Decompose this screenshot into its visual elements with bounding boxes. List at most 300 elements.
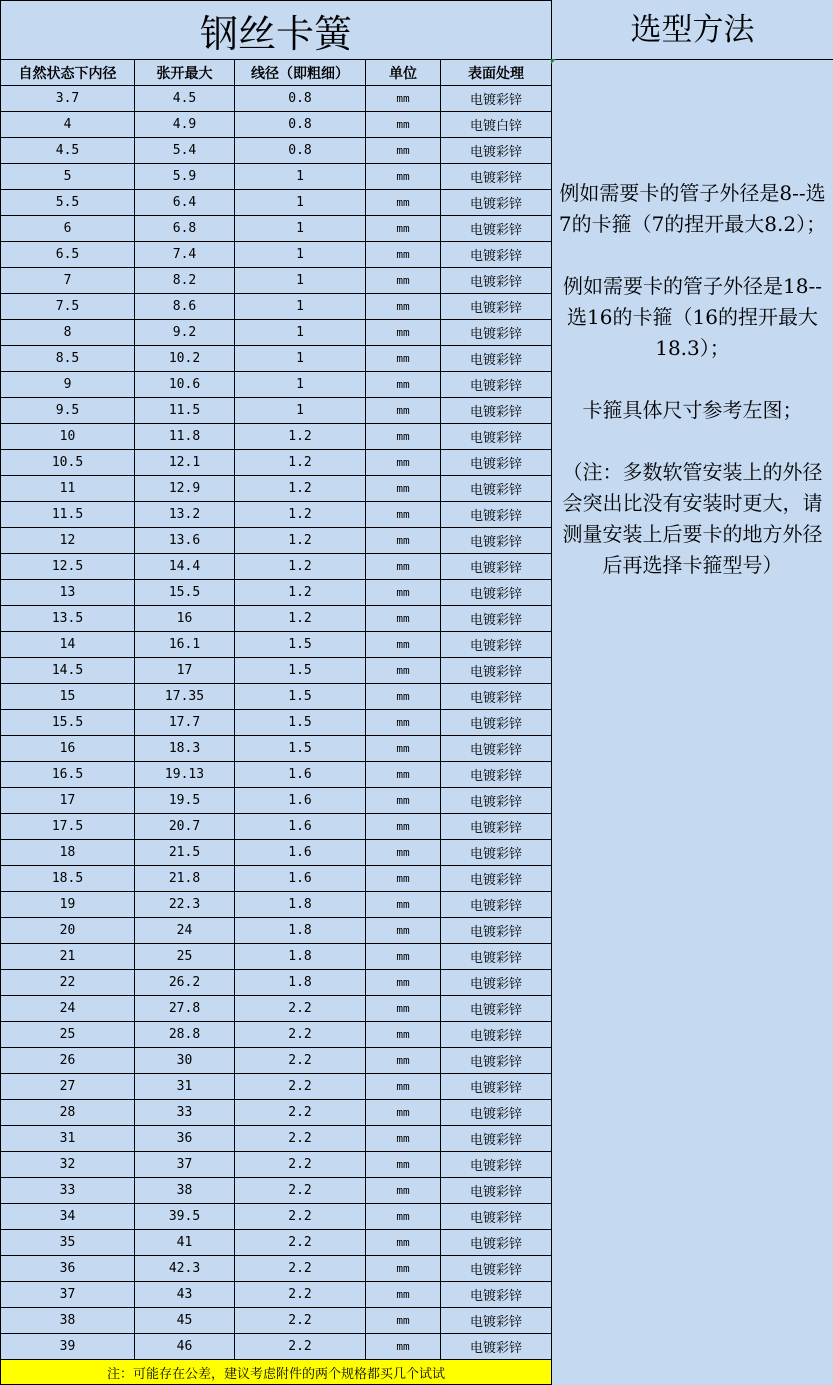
unit-cell: mm [366, 788, 441, 814]
method-paragraph: 例如需要卡的管子外径是8--选7的卡箍（7的捏开最大8.2）； [558, 181, 827, 236]
inner-diameter-cell: 8.5 [1, 346, 135, 372]
table-row [1, 528, 552, 554]
inner-diameter-cell: 8 [1, 320, 135, 346]
table-row [1, 450, 552, 476]
inner-diameter-cell: 34 [1, 1204, 135, 1230]
unit-cell: mm [366, 918, 441, 944]
inner-diameter-cell: 12.5 [1, 554, 135, 580]
wire-diameter-cell: 2.2 [235, 1204, 366, 1230]
max-open-cell: 42.3 [135, 1256, 235, 1282]
surface-finish-cell: 电镀彩锌 [441, 658, 552, 684]
inner-diameter-cell: 15.5 [1, 710, 135, 736]
unit-cell: mm [366, 424, 441, 450]
max-open-cell: 13.6 [135, 528, 235, 554]
inner-diameter-cell: 18 [1, 840, 135, 866]
table-row [1, 320, 552, 346]
max-open-cell: 8.6 [135, 294, 235, 320]
inner-diameter-cell: 10.5 [1, 450, 135, 476]
max-open-cell: 13.2 [135, 502, 235, 528]
wire-diameter-cell: 1.5 [235, 710, 366, 736]
wire-diameter-cell: 2.2 [235, 1256, 366, 1282]
max-open-cell: 7.4 [135, 242, 235, 268]
surface-finish-cell: 电镀彩锌 [441, 398, 552, 424]
table-row [1, 840, 552, 866]
wire-diameter-cell: 1 [235, 216, 366, 242]
unit-cell: mm [366, 1308, 441, 1334]
unit-cell: mm [366, 1230, 441, 1256]
wire-diameter-cell: 2.2 [235, 1178, 366, 1204]
inner-diameter-cell: 17 [1, 788, 135, 814]
max-open-cell: 27.8 [135, 996, 235, 1022]
unit-cell: mm [366, 1282, 441, 1308]
table-body [1, 86, 552, 1360]
max-open-cell: 5.4 [135, 138, 235, 164]
wire-diameter-cell: 2.2 [235, 1048, 366, 1074]
inner-diameter-cell: 38 [1, 1308, 135, 1334]
inner-diameter-cell: 37 [1, 1282, 135, 1308]
inner-diameter-cell: 22 [1, 970, 135, 996]
table-row [1, 684, 552, 710]
surface-finish-cell: 电镀彩锌 [441, 424, 552, 450]
table-row [1, 164, 552, 190]
table-row [1, 814, 552, 840]
table-row [1, 502, 552, 528]
max-open-cell: 37 [135, 1152, 235, 1178]
surface-finish-cell: 电镀彩锌 [441, 1282, 552, 1308]
wire-diameter-cell: 1.8 [235, 944, 366, 970]
unit-cell: mm [366, 216, 441, 242]
column-header: 张开最大 [135, 60, 235, 86]
unit-cell: mm [366, 606, 441, 632]
table-row [1, 554, 552, 580]
surface-finish-cell: 电镀彩锌 [441, 1074, 552, 1100]
table-row [1, 476, 552, 502]
inner-diameter-cell: 6 [1, 216, 135, 242]
unit-cell: mm [366, 710, 441, 736]
unit-cell: mm [366, 1152, 441, 1178]
unit-cell: mm [366, 554, 441, 580]
selection-method-text [552, 60, 833, 581]
surface-finish-cell: 电镀彩锌 [441, 1204, 552, 1230]
table-row [1, 138, 552, 164]
wire-diameter-cell: 2.2 [235, 1308, 366, 1334]
table-row [1, 112, 552, 138]
max-open-cell: 25 [135, 944, 235, 970]
unit-cell: mm [366, 112, 441, 138]
table-row [1, 788, 552, 814]
surface-finish-cell: 电镀彩锌 [441, 320, 552, 346]
inner-diameter-cell: 6.5 [1, 242, 135, 268]
max-open-cell: 39.5 [135, 1204, 235, 1230]
table-row [1, 1256, 552, 1282]
unit-cell: mm [366, 1256, 441, 1282]
surface-finish-cell: 电镀彩锌 [441, 138, 552, 164]
surface-finish-cell: 电镀彩锌 [441, 606, 552, 632]
table-row [1, 424, 552, 450]
unit-cell: mm [366, 1048, 441, 1074]
inner-diameter-cell: 21 [1, 944, 135, 970]
unit-cell: mm [366, 762, 441, 788]
max-open-cell: 19.5 [135, 788, 235, 814]
unit-cell: mm [366, 684, 441, 710]
max-open-cell: 16 [135, 606, 235, 632]
table-row [1, 372, 552, 398]
surface-finish-cell: 电镀彩锌 [441, 476, 552, 502]
surface-finish-cell: 电镀彩锌 [441, 788, 552, 814]
wire-diameter-cell: 2.2 [235, 996, 366, 1022]
wire-diameter-cell: 1 [235, 190, 366, 216]
wire-diameter-cell: 1.2 [235, 580, 366, 606]
inner-diameter-cell: 36 [1, 1256, 135, 1282]
table-row [1, 658, 552, 684]
inner-diameter-cell: 39 [1, 1334, 135, 1360]
surface-finish-cell: 电镀彩锌 [441, 1256, 552, 1282]
unit-cell: mm [366, 242, 441, 268]
inner-diameter-cell: 4 [1, 112, 135, 138]
max-open-cell: 8.2 [135, 268, 235, 294]
wire-diameter-cell: 2.2 [235, 1074, 366, 1100]
surface-finish-cell: 电镀彩锌 [441, 268, 552, 294]
inner-diameter-cell: 27 [1, 1074, 135, 1100]
surface-finish-cell: 电镀彩锌 [441, 1126, 552, 1152]
wire-diameter-cell: 2.2 [235, 1126, 366, 1152]
max-open-cell: 33 [135, 1100, 235, 1126]
unit-cell: mm [366, 190, 441, 216]
table-row [1, 1022, 552, 1048]
inner-diameter-cell: 16 [1, 736, 135, 762]
surface-finish-cell: 电镀彩锌 [441, 918, 552, 944]
table-row [1, 216, 552, 242]
table-row [1, 1048, 552, 1074]
unit-cell: mm [366, 528, 441, 554]
unit-cell: mm [366, 372, 441, 398]
inner-diameter-cell: 11.5 [1, 502, 135, 528]
surface-finish-cell: 电镀彩锌 [441, 892, 552, 918]
inner-diameter-cell: 15 [1, 684, 135, 710]
wire-diameter-cell: 0.8 [235, 86, 366, 112]
table-row [1, 86, 552, 112]
wire-diameter-cell: 1.5 [235, 736, 366, 762]
max-open-cell: 10.2 [135, 346, 235, 372]
unit-cell: mm [366, 580, 441, 606]
column-header: 单位 [366, 60, 441, 86]
table-row [1, 710, 552, 736]
table-row [1, 866, 552, 892]
surface-finish-cell: 电镀彩锌 [441, 944, 552, 970]
surface-finish-cell: 电镀彩锌 [441, 710, 552, 736]
inner-diameter-cell: 13 [1, 580, 135, 606]
wire-diameter-cell: 1 [235, 294, 366, 320]
table-row [1, 242, 552, 268]
surface-finish-cell: 电镀彩锌 [441, 164, 552, 190]
unit-cell: mm [366, 996, 441, 1022]
unit-cell: mm [366, 632, 441, 658]
max-open-cell: 6.8 [135, 216, 235, 242]
wire-diameter-cell: 1.2 [235, 554, 366, 580]
inner-diameter-cell: 7.5 [1, 294, 135, 320]
wire-diameter-cell: 1.5 [235, 632, 366, 658]
max-open-cell: 12.9 [135, 476, 235, 502]
inner-diameter-cell: 3.7 [1, 86, 135, 112]
table-row [1, 398, 552, 424]
wire-diameter-cell: 2.2 [235, 1022, 366, 1048]
table-row [1, 606, 552, 632]
table-row [1, 892, 552, 918]
max-open-cell: 45 [135, 1308, 235, 1334]
max-open-cell: 11.5 [135, 398, 235, 424]
surface-finish-cell: 电镀彩锌 [441, 450, 552, 476]
inner-diameter-cell: 31 [1, 1126, 135, 1152]
unit-cell: mm [366, 1126, 441, 1152]
unit-cell: mm [366, 138, 441, 164]
unit-cell: mm [366, 1204, 441, 1230]
unit-cell: mm [366, 294, 441, 320]
unit-cell: mm [366, 398, 441, 424]
max-open-cell: 17 [135, 658, 235, 684]
inner-diameter-cell: 16.5 [1, 762, 135, 788]
table-row [1, 1100, 552, 1126]
max-open-cell: 20.7 [135, 814, 235, 840]
wire-diameter-cell: 1.8 [235, 970, 366, 996]
wire-diameter-cell: 0.8 [235, 138, 366, 164]
unit-cell: mm [366, 970, 441, 996]
inner-diameter-cell: 14.5 [1, 658, 135, 684]
inner-diameter-cell: 18.5 [1, 866, 135, 892]
unit-cell: mm [366, 86, 441, 112]
wire-diameter-cell: 1.8 [235, 892, 366, 918]
table-row [1, 918, 552, 944]
unit-cell: mm [366, 944, 441, 970]
inner-diameter-cell: 7 [1, 268, 135, 294]
wire-diameter-cell: 1.5 [235, 658, 366, 684]
surface-finish-cell: 电镀彩锌 [441, 554, 552, 580]
max-open-cell: 22.3 [135, 892, 235, 918]
wire-diameter-cell: 1.5 [235, 684, 366, 710]
table-row [1, 1308, 552, 1334]
surface-finish-cell: 电镀彩锌 [441, 632, 552, 658]
unit-cell: mm [366, 814, 441, 840]
wire-diameter-cell: 1 [235, 242, 366, 268]
wire-diameter-cell: 1 [235, 268, 366, 294]
wire-diameter-cell: 1 [235, 164, 366, 190]
inner-diameter-cell: 32 [1, 1152, 135, 1178]
table-row [1, 996, 552, 1022]
surface-finish-cell: 电镀彩锌 [441, 1230, 552, 1256]
inner-diameter-cell: 11 [1, 476, 135, 502]
table-row [1, 346, 552, 372]
inner-diameter-cell: 35 [1, 1230, 135, 1256]
surface-finish-cell: 电镀彩锌 [441, 216, 552, 242]
max-open-cell: 28.8 [135, 1022, 235, 1048]
unit-cell: mm [366, 502, 441, 528]
inner-diameter-cell: 5.5 [1, 190, 135, 216]
unit-cell: mm [366, 1178, 441, 1204]
max-open-cell: 18.3 [135, 736, 235, 762]
max-open-cell: 17.35 [135, 684, 235, 710]
table-row [1, 1178, 552, 1204]
unit-cell: mm [366, 1022, 441, 1048]
table-row [1, 580, 552, 606]
wire-diameter-cell: 1 [235, 346, 366, 372]
inner-diameter-cell: 25 [1, 1022, 135, 1048]
max-open-cell: 21.8 [135, 866, 235, 892]
column-header: 表面处理 [441, 60, 552, 86]
max-open-cell: 14.4 [135, 554, 235, 580]
max-open-cell: 16.1 [135, 632, 235, 658]
max-open-cell: 4.9 [135, 112, 235, 138]
table-row [1, 970, 552, 996]
table-row [1, 736, 552, 762]
surface-finish-cell: 电镀彩锌 [441, 1100, 552, 1126]
surface-finish-cell: 电镀彩锌 [441, 346, 552, 372]
inner-diameter-cell: 9 [1, 372, 135, 398]
unit-cell: mm [366, 736, 441, 762]
wire-diameter-cell: 2.2 [235, 1100, 366, 1126]
unit-cell: mm [366, 268, 441, 294]
unit-cell: mm [366, 892, 441, 918]
inner-diameter-cell: 26 [1, 1048, 135, 1074]
wire-diameter-cell: 1.2 [235, 476, 366, 502]
inner-diameter-cell: 17.5 [1, 814, 135, 840]
surface-finish-cell: 电镀彩锌 [441, 1334, 552, 1360]
wire-diameter-cell: 2.2 [235, 1334, 366, 1360]
table-row [1, 762, 552, 788]
table-row [1, 190, 552, 216]
max-open-cell: 11.8 [135, 424, 235, 450]
cell-comment-marker [551, 59, 556, 64]
unit-cell: mm [366, 1100, 441, 1126]
wire-diameter-cell: 1 [235, 320, 366, 346]
max-open-cell: 21.5 [135, 840, 235, 866]
page-title: 钢丝卡簧 [1, 1, 552, 60]
surface-finish-cell: 电镀彩锌 [441, 684, 552, 710]
unit-cell: mm [366, 450, 441, 476]
unit-cell: mm [366, 866, 441, 892]
surface-finish-cell: 电镀彩锌 [441, 1048, 552, 1074]
surface-finish-cell: 电镀彩锌 [441, 502, 552, 528]
inner-diameter-cell: 28 [1, 1100, 135, 1126]
unit-cell: mm [366, 840, 441, 866]
table-row [1, 1126, 552, 1152]
surface-finish-cell: 电镀彩锌 [441, 1178, 552, 1204]
surface-finish-cell: 电镀彩锌 [441, 762, 552, 788]
max-open-cell: 4.5 [135, 86, 235, 112]
inner-diameter-cell: 19 [1, 892, 135, 918]
wire-diameter-cell: 1.2 [235, 450, 366, 476]
table-row [1, 1230, 552, 1256]
inner-diameter-cell: 12 [1, 528, 135, 554]
selection-method-title: 选型方法 [552, 0, 833, 60]
wire-diameter-cell: 1.2 [235, 502, 366, 528]
inner-diameter-cell: 5 [1, 164, 135, 190]
wire-diameter-cell: 2.2 [235, 1230, 366, 1256]
wire-diameter-cell: 1.6 [235, 788, 366, 814]
wire-diameter-cell: 1.2 [235, 424, 366, 450]
wire-diameter-cell: 0.8 [235, 112, 366, 138]
table-row [1, 1152, 552, 1178]
max-open-cell: 41 [135, 1230, 235, 1256]
wire-diameter-cell: 1 [235, 372, 366, 398]
unit-cell: mm [366, 476, 441, 502]
max-open-cell: 24 [135, 918, 235, 944]
surface-finish-cell: 电镀彩锌 [441, 190, 552, 216]
inner-diameter-cell: 10 [1, 424, 135, 450]
max-open-cell: 31 [135, 1074, 235, 1100]
inner-diameter-cell: 4.5 [1, 138, 135, 164]
max-open-cell: 10.6 [135, 372, 235, 398]
wire-diameter-cell: 1.8 [235, 918, 366, 944]
table-header-row [1, 60, 552, 86]
inner-diameter-cell: 24 [1, 996, 135, 1022]
surface-finish-cell: 电镀彩锌 [441, 736, 552, 762]
table-row [1, 294, 552, 320]
unit-cell: mm [366, 346, 441, 372]
unit-cell: mm [366, 164, 441, 190]
max-open-cell: 43 [135, 1282, 235, 1308]
unit-cell: mm [366, 658, 441, 684]
surface-finish-cell: 电镀彩锌 [441, 372, 552, 398]
wire-diameter-cell: 1.6 [235, 840, 366, 866]
surface-finish-cell: 电镀彩锌 [441, 528, 552, 554]
max-open-cell: 46 [135, 1334, 235, 1360]
table-row [1, 1204, 552, 1230]
table-row [1, 1334, 552, 1360]
wire-diameter-cell: 1.6 [235, 814, 366, 840]
max-open-cell: 12.1 [135, 450, 235, 476]
inner-diameter-cell: 20 [1, 918, 135, 944]
max-open-cell: 30 [135, 1048, 235, 1074]
max-open-cell: 38 [135, 1178, 235, 1204]
table-row [1, 268, 552, 294]
max-open-cell: 5.9 [135, 164, 235, 190]
inner-diameter-cell: 33 [1, 1178, 135, 1204]
wire-diameter-cell: 1 [235, 398, 366, 424]
max-open-cell: 9.2 [135, 320, 235, 346]
surface-finish-cell: 电镀彩锌 [441, 1308, 552, 1334]
inner-diameter-cell: 13.5 [1, 606, 135, 632]
max-open-cell: 19.13 [135, 762, 235, 788]
surface-finish-cell: 电镀彩锌 [441, 996, 552, 1022]
wire-diameter-cell: 2.2 [235, 1152, 366, 1178]
surface-finish-cell: 电镀彩锌 [441, 814, 552, 840]
table-row [1, 944, 552, 970]
surface-finish-cell: 电镀彩锌 [441, 866, 552, 892]
wire-diameter-cell: 2.2 [235, 1282, 366, 1308]
table-row [1, 1074, 552, 1100]
wire-diameter-cell: 1.2 [235, 528, 366, 554]
surface-finish-cell: 电镀彩锌 [441, 86, 552, 112]
wire-diameter-cell: 1.6 [235, 866, 366, 892]
max-open-cell: 36 [135, 1126, 235, 1152]
method-paragraph: 卡箍具体尺寸参考左图； [582, 398, 803, 422]
surface-finish-cell: 电镀彩锌 [441, 840, 552, 866]
max-open-cell: 26.2 [135, 970, 235, 996]
max-open-cell: 6.4 [135, 190, 235, 216]
max-open-cell: 15.5 [135, 580, 235, 606]
method-paragraph: （注：多数软管安装上的外径会突出比没有安装时更大，请测量安装上后要卡的地方外径后再选择卡箍型号） [562, 460, 823, 577]
method-paragraph: 例如需要卡的管子外径是18--选16的卡箍（16的捏开最大18.3）； [563, 274, 822, 360]
wire-diameter-cell: 1.2 [235, 606, 366, 632]
inner-diameter-cell: 9.5 [1, 398, 135, 424]
table-row [1, 632, 552, 658]
unit-cell: mm [366, 1334, 441, 1360]
surface-finish-cell: 电镀彩锌 [441, 580, 552, 606]
surface-finish-cell: 电镀彩锌 [441, 970, 552, 996]
column-header: 线径（即粗细） [235, 60, 366, 86]
selection-method-panel [551, 0, 833, 1385]
surface-finish-cell: 电镀彩锌 [441, 294, 552, 320]
column-header: 自然状态下内径 [1, 60, 135, 86]
